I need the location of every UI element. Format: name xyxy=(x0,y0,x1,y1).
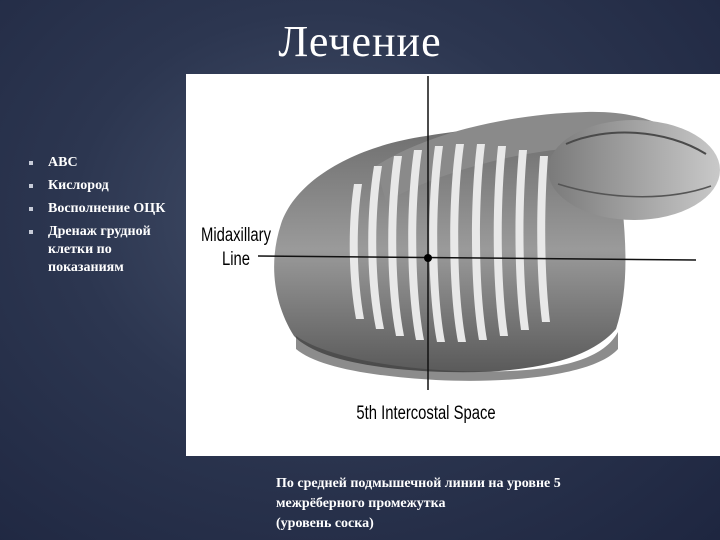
bullet-square-icon xyxy=(29,207,33,211)
bullet-text: ABC xyxy=(48,155,78,170)
bullet-item xyxy=(28,223,188,277)
head-shape xyxy=(548,120,720,220)
insertion-point-marker xyxy=(424,254,432,262)
bullet-item xyxy=(28,200,188,218)
bullet-square-icon xyxy=(29,184,33,188)
bullet-list xyxy=(28,154,188,282)
bullet-square-icon xyxy=(29,230,33,234)
figure-caption: По средней подмышечной линии на уровне 5 межрёберного промежутка (уровень соска) xyxy=(276,476,561,531)
bullet-text: Дренаж грудной клетки по показаниям xyxy=(48,224,151,275)
bullet-text: Восполнение ОЦК xyxy=(48,201,166,216)
slide-title: Лечение xyxy=(278,17,442,66)
thorax-illustration xyxy=(186,74,720,456)
bullet-text: Кислород xyxy=(48,178,109,193)
bullet-item xyxy=(28,154,188,172)
midaxillary-label: Midaxillary Line xyxy=(200,225,272,270)
bullet-item xyxy=(28,177,188,195)
intercostal-label: 5th Intercostal Space xyxy=(356,403,496,424)
bullet-square-icon xyxy=(29,161,33,165)
